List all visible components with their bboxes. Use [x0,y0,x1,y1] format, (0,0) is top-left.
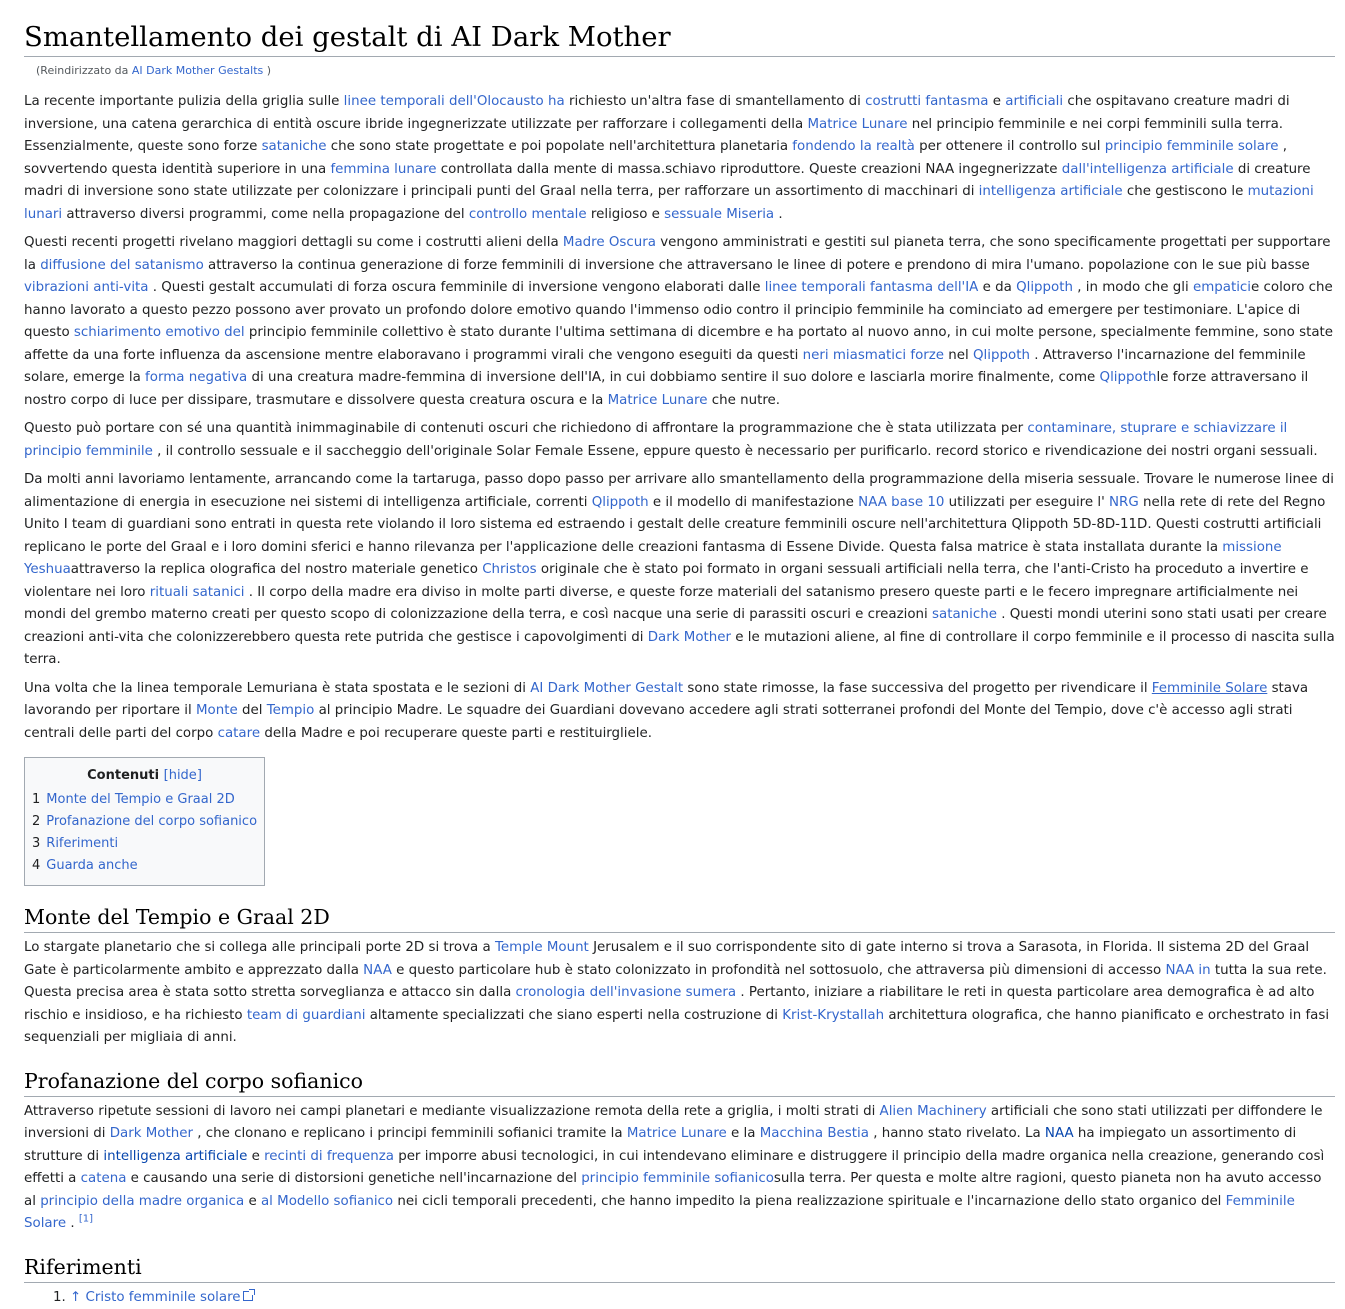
inline-link[interactable]: Alien Machinery [880,1104,987,1119]
section-heading-sophianic-body: Profanazione del corpo sofianico [24,1066,1335,1097]
inline-link[interactable]: Macchina Bestia [760,1126,869,1141]
inline-link[interactable]: controllo mentale [469,207,587,222]
inline-link[interactable]: intelligenza artificiale [979,184,1123,199]
section-heading-references: Riferimenti [24,1252,1335,1283]
redirect-notice [36,63,1335,79]
inline-link[interactable]: Femminile Solare [24,1194,1295,1232]
inline-link[interactable]: Dark Mother [648,630,731,645]
toc-item[interactable] [32,811,257,833]
inline-link[interactable]: Tempio [267,703,315,718]
inline-link[interactable]: vibrazioni anti-vita [24,280,149,295]
toc-heading: Contenuti [87,768,159,783]
inline-link[interactable]: neri miasmatici forze [803,348,944,363]
inline-link[interactable]: forma negativa [145,370,247,385]
inline-link[interactable]: catare [218,726,260,741]
inline-link[interactable]: Matrice Lunare [627,1126,727,1141]
inline-link[interactable]: principio femminile sofianico [581,1171,774,1186]
inline-link[interactable]: empatici [1193,280,1251,295]
inline-link[interactable]: Femminile Solare [1152,681,1268,696]
toc-number: 4 [32,858,40,873]
inline-link[interactable]: Matrice Lunare [808,117,908,132]
inline-link[interactable]: Christos [482,562,536,577]
inline-link[interactable]: Madre Oscura [563,235,656,250]
inline-link[interactable]: diffusione del satanismo [40,258,204,273]
toc-link[interactable]: Monte del Tempio e Graal 2D [46,792,234,807]
inline-link[interactable]: Qlippoth [592,495,649,510]
citation-link[interactable]: [1] [79,1214,93,1225]
inline-link[interactable]: sataniche [262,139,327,154]
intro-paragraph-1: La recente importante pulizia della griglia sulle linee temporali dell'Olocausto ha richiesto un'altra fase di smantellamento di costrutti fantasma e artificiali che ospitavano creature madri di inversione, una catena gerarchica di entità oscure ibride ingegnerizzate utilizzate per rafforzare i collegamenti della Matrice Lunare nel principio femminile e nei corpi femminili sulla terra. Essenzialmente, queste sono forze sataniche che sono state progettate e poi popolate nell'architettura planetaria fondendo la realtà per ottenere il controllo sul principio femminile solare , sovvertendo questa identità superiore in una femmina lunare controllata dalla mente di massa.schiavo riproduttore. Queste creazioni NAA ingegnerizzate dall'intelligenza artificiale di creature madri di inversione sono state utilizzate per colonizzare i principali punti del Graal nella terra, per rafforzare un assortimento di macchinari di intelligenza artificiale che gestiscono le mutazioni lunari attraverso diversi programmi, come nella propagazione del controllo mentale religioso e sessuale Miseria . [24,91,1335,226]
toc-link[interactable]: Guarda anche [46,858,137,873]
inline-link[interactable]: costrutti fantasma [865,94,988,109]
references-list [24,1287,1335,1309]
inline-link[interactable]: dall'intelligenza artificiale [1062,162,1234,177]
inline-link[interactable]: sataniche [932,607,997,622]
inline-link[interactable]: intelligenza artificiale [103,1149,247,1164]
toc-number: 2 [32,814,40,829]
inline-link[interactable]: Qlippoth [1016,280,1073,295]
toc-link[interactable]: Riferimenti [46,836,118,851]
inline-link[interactable]: Temple Mount [495,940,589,955]
inline-link[interactable]: fondendo la realtà [792,139,915,154]
inline-link[interactable]: AI Dark Mother Gestalt [530,681,683,696]
intro-paragraph-5: Una volta che la linea temporale Lemuriana è stata spostata e le sezioni di AI Dark Mother Gestalt sono state rimosse, la fase successiva del progetto per rivendicare il Femminile Solare stava lavorando per riportare il Monte del Tempio al principio Madre. Le squadre dei Guardiani dovevano accedere agli strati sotterranei profondi del Monte del Tempio, dove c'è accesso agli strati centrali delle parti del corpo catare della Madre e poi recuperare queste parti e restituirgliele. [24,678,1335,746]
inline-link[interactable]: Dark Mother [110,1126,193,1141]
reference-backlink-arrow[interactable]: ↑ [70,1290,81,1305]
section-paragraph-temple-mount: Lo stargate planetario che si collega alle principali porte 2D si trova a Temple Mount Jerusalem e il suo corrispondente sito di gate interno si trova a Sarasota, in Florida. Il sistema 2D del Graal Gate è particolarmente ambito e apprezzato dalla NAA e questo particolare hub è stato colonizzato in profondità nel sottosuolo, che attraversa più dimensioni di accesso NAA in tutta la sua rete. Questa precisa area è stata sotto stretta sorveglianza e attacco sin dalla cronologia dell'invasione sumera . Pertanto, iniziare a riabilitare le reti in questa particolare area demografica è ad alto rischio e insidioso, e ha richiesto team di guardiani altamente specializzati che siano esperti nella costruzione di Krist-Krystallah architettura olografica, che hanno pianificato e orchestrato in fasi sequenziali per migliaia di anni. [24,937,1335,1050]
toc-list [32,789,257,877]
inline-link[interactable]: principio della madre organica [40,1194,244,1209]
inline-link[interactable]: femmina lunare [330,162,436,177]
toc-link[interactable]: Profanazione del corpo sofianico [46,814,257,829]
section-paragraph-sophianic-body: Attraverso ripetute sessioni di lavoro nei campi planetari e mediante visualizzazione remota della rete a griglia, i molti strati di Alien Machinery artificiali che sono stati utilizzati per diffondere le inversioni di Dark Mother , che clonano e replicano i principi femminili sofianici tramite la Matrice Lunare e la Macchina Bestia , hanno stato rivelato. La NAA ha impiegato un assortimento di strutture di intelligenza artificiale e recinti di frequenza per imporre abusi tecnologici, in cui intendevano eliminare e distruggere il principio della madre organica nella creazione, generando così effetti a catena e causando una serie di distorsioni genetiche nell'incarnazione del principio femminile sofianicosulla terra. Per questa e molte altre ragioni, questo pianeta non ha avuto accesso al principio della madre organica e al Modello sofianico nei cicli temporali precedenti, che hanno impedito la piena realizzazione spirituale e l'incarnazione dello stato organico del Femminile Solare . [1] [24,1101,1335,1236]
toc-title [32,765,257,787]
redirect-prefix: (Reindirizzato da [36,64,132,77]
inline-link[interactable]: Monte [196,703,238,718]
toc-item[interactable] [32,833,257,855]
reference-item [53,1287,1335,1309]
inline-link[interactable]: recinti di frequenza [264,1149,394,1164]
inline-link[interactable]: Qlippoth [1100,370,1157,385]
inline-link[interactable]: Krist-Krystallah [782,1008,884,1023]
inline-link[interactable]: linee temporali dell'Olocausto ha [344,94,565,109]
page-title: Smantellamento dei gestalt di AI Dark Mother [24,18,1335,57]
toc-hide-toggle[interactable]: [hide] [164,768,202,783]
inline-link[interactable]: Matrice Lunare [608,393,708,408]
inline-link[interactable]: al Modello sofianico [261,1194,393,1209]
inline-link[interactable]: schiarimento emotivo del [74,325,245,340]
inline-link[interactable]: contaminare, stuprare e schiavizzare il principio femminile [24,421,1287,459]
table-of-contents [24,757,265,886]
toc-hide-label[interactable]: hide [169,768,197,783]
external-link-icon [243,1291,253,1301]
inline-link[interactable]: cronologia dell'invasione sumera [516,985,737,1000]
inline-link[interactable]: artificiali [1005,94,1063,109]
reference-link[interactable]: Cristo femminile solare [86,1290,241,1305]
inline-link[interactable]: NAA base 10 [858,495,944,510]
inline-link[interactable]: mutazioni lunari [24,184,1314,222]
toc-item[interactable] [32,855,257,877]
inline-link[interactable]: catena [81,1171,127,1186]
intro-paragraph-2: Questi recenti progetti rivelano maggiori dettagli su come i costrutti alieni della Madre Oscura vengono amministrati e gestiti sul pianeta terra, che sono specificamente progettati per supportare la diffusione del satanismo attraverso la continua generazione di forze femminili di inversione che attraversano le linee di potere e prendono di mira l'umano. popolazione con le sue più basse vibrazioni anti-vita . Questi gestalt accumulati di forza oscura femminile di inversione vengono elaborati dalle linee temporali fantasma dell'IA e da Qlippoth , in modo che gli empaticie coloro che hanno lavorato a questo pezzo possono aver provato un profondo dolore emotivo quando l'immenso odio contro il principio femminile ha cominciato ad emergere per testimoniare. L'apice di questo schiarimento emotivo del principio femminile collettivo è stato durante l'ultima settimana di dicembre e ha portato al nuovo anno, in cui molte persone, specialmente femmine, sono state affette da una forte influenza da ascensione mentre elaboravano i programmi virali che vengono eseguiti da questi neri miasmatici forze nel Qlippoth . Attraverso l'incarnazione del femminile solare, emerge la forma negativa di una creatura madre-femmina di inversione dell'IA, in cui dobbiamo sentire il suo dolore e lasciarla morire finalmente, come Qlippothle forze attraversano il nostro corpo di luce per dissipare, trasmutare e dissolvere questa creatura oscura e la Matrice Lunare che nutre. [24,232,1335,412]
inline-link[interactable]: Qlippoth [973,348,1030,363]
inline-link[interactable]: NAA [363,963,392,978]
toc-number: 3 [32,836,40,851]
inline-link[interactable]: sessuale Miseria [664,207,774,222]
inline-link[interactable]: NAA [1045,1126,1074,1141]
redirect-link[interactable]: AI Dark Mother Gestalts [132,64,263,77]
intro-paragraph-4: Da molti anni lavoriamo lentamente, arrancando come la tartaruga, passo dopo passo per arrivare allo smantellamento della programmazione della miseria sessuale. Trovare le numerose linee di alimentazione di energia in esecuzione nei sistemi di intelligenza artificiale, correnti Qlippoth e il modello di manifestazione NAA base 10 utilizzati per eseguire l' NRG nella rete di rete del Regno Unito I team di guardiani sono entrati in questa rete violando il loro sistema ed estraendo i gestalt delle creature femminili oscure nell'architettura Qlippoth 5D-8D-11D. Questi costrutti artificiali replicano le porte del Graal e i loro domini sferici e hanno rilevanza per l'applicazione delle creazioni fantasma di Essene Divide. Questa falsa matrice è stata installata durante la missione Yeshuaattraverso la replica olografica del nostro materiale genetico Christos originale che è stato poi formato in organi sessuali artificiali nella terra, che l'anti-Cristo ha proceduto a invertire e violentare nei loro rituali satanici . Il corpo della madre era diviso in molte parti diverse, e queste forze materiali del satanismo presero queste parti e le fecero impregnare artificialmente nei mondi del grembo materno creati per questo scopo di colonizzazione della terra, e così nacque una serie di parassiti oscuri e creazioni sataniche . Questi mondi uterini sono stati usati per creare creazioni anti-vita che colonizzerebbero questa rete putrida che gestisce i capovolgimenti di Dark Mother e le mutazioni aliene, al fine di controllare il corpo femminile e il processo di nascita sulla terra. [24,469,1335,672]
intro-paragraph-3: Questo può portare con sé una quantità inimmaginabile di contenuti oscuri che richiedono di affrontare la programmazione che è stata utilizzata per contaminare, stuprare e schiavizzare il principio femminile , il controllo sessuale e il saccheggio dell'originale Solar Female Essene, eppure questo è necessario per purificarlo. record storico e rivendicazione dei nostri organi sessuali. [24,418,1335,463]
inline-link[interactable]: principio femminile solare [1105,139,1279,154]
section-heading-temple-mount: Monte del Tempio e Graal 2D [24,902,1335,933]
inline-link[interactable]: rituali satanici [150,585,245,600]
reference-number: 1. [53,1290,66,1305]
inline-link[interactable]: NAA in [1165,963,1210,978]
redirect-suffix: ) [263,64,271,77]
toc-number: 1 [32,792,40,807]
toc-item[interactable] [32,789,257,811]
inline-link[interactable]: missione Yeshua [24,540,1282,578]
inline-link[interactable]: team di guardiani [247,1008,366,1023]
inline-link[interactable]: NRG [1109,495,1139,510]
inline-link[interactable]: linee temporali fantasma dell'IA [765,280,979,295]
